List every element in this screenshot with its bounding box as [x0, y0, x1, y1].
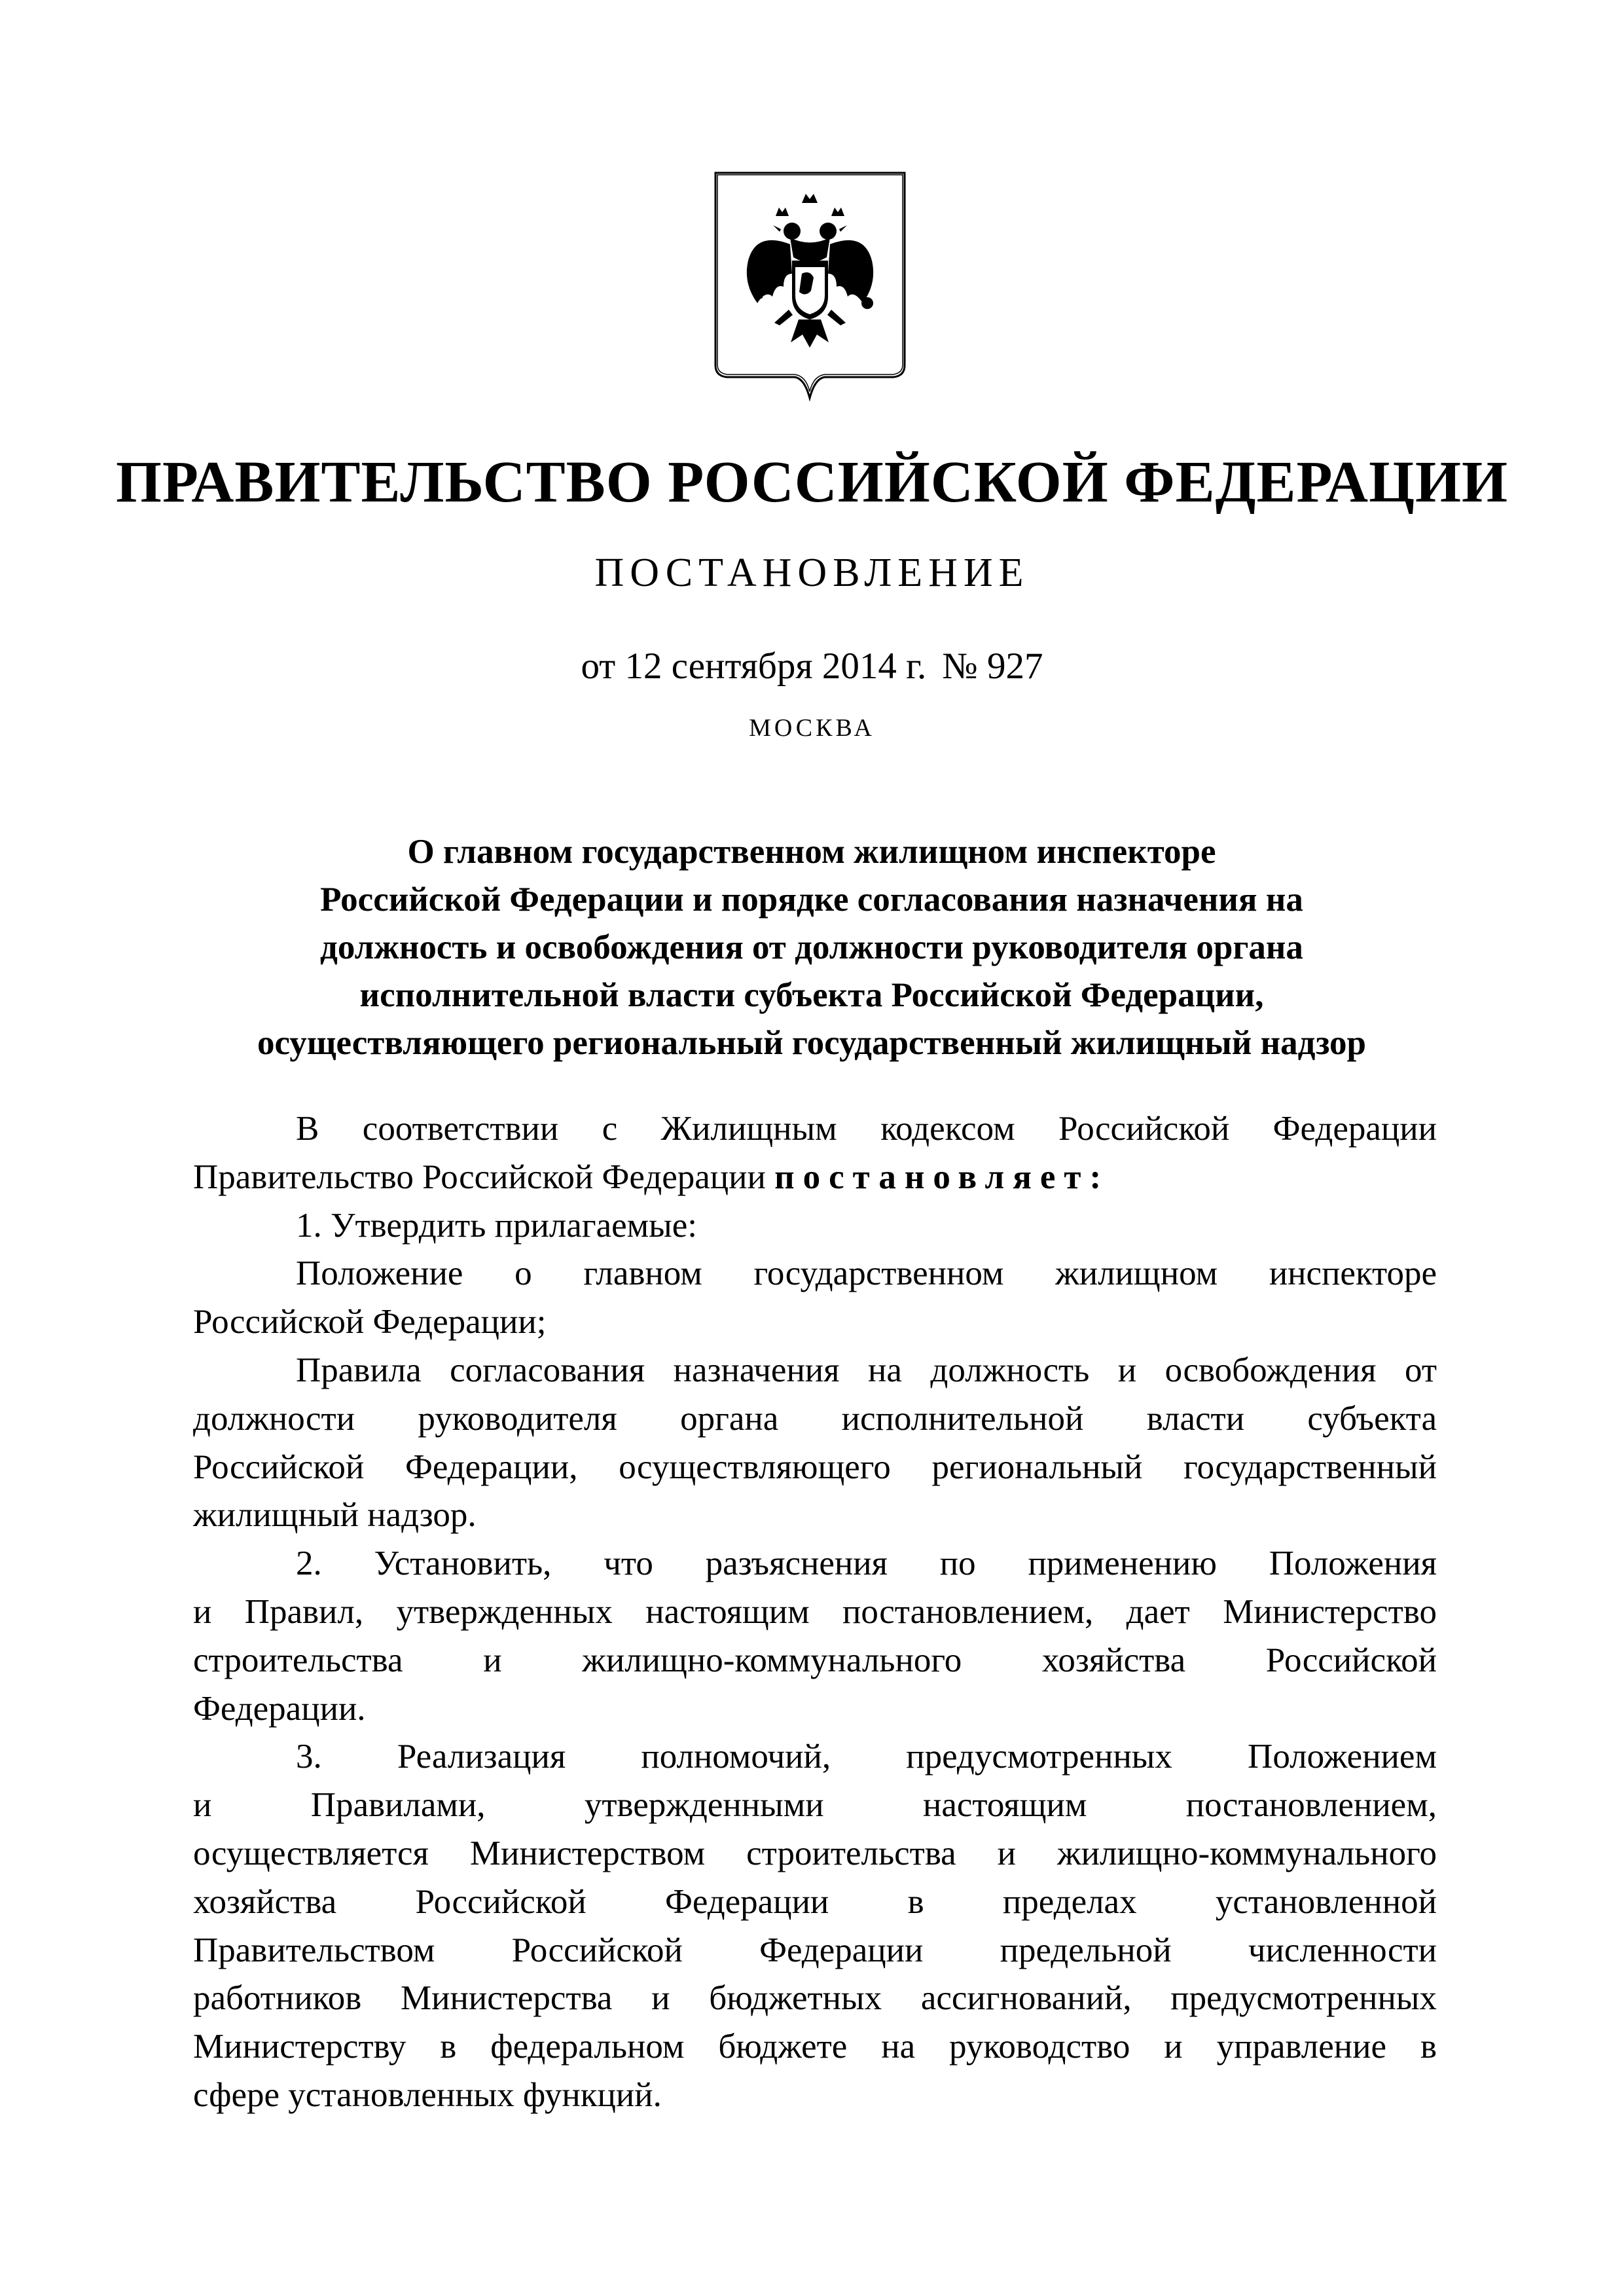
paragraph-line: Российской Федерации; — [193, 1303, 547, 1341]
document-subject — [190, 828, 1434, 1067]
date-line — [0, 645, 1624, 687]
subject-line: Российской Федерации и порядке согласования назначения на — [320, 881, 1303, 919]
document-type: ПОСТАНОВЛЕНИЕ — [594, 551, 1030, 595]
item-1: 1. Утвердить прилагаемые: — [296, 1206, 698, 1245]
paragraph-line: должности руководителя органа исполнительной власти субъекта — [193, 1399, 1437, 1438]
paragraph-line: и Правил, утвержденных настоящим постановлением, дает Министерство — [193, 1592, 1437, 1631]
paragraph-line: Российской Федерации, осуществляющего региональный государственный — [193, 1448, 1437, 1486]
paragraph-line: хозяйства Российской Федерации в пределах установленной — [193, 1882, 1437, 1921]
government-title: ПРАВИТЕЛЬСТВО РОССИЙСКОЙ ФЕДЕРАЦИИ — [115, 450, 1509, 515]
paragraph-line: жилищный надзор. — [193, 1496, 477, 1535]
subject-line: О главном государственном жилищном инспекторе — [407, 833, 1216, 871]
paragraph-line: строительства и жилищно-коммунального хозяйства Российской — [193, 1641, 1437, 1679]
paragraph-line: Правила согласования назначения на должность и освобождения от — [296, 1351, 1437, 1389]
paragraph-line: Федерации. — [193, 1689, 366, 1728]
paragraph-line: сфере установленных функций. — [193, 2075, 662, 2114]
paragraph-line: осуществляется Министерством строительства и жилищно-коммунального — [193, 1834, 1437, 1872]
city: МОСКВА — [749, 714, 875, 742]
subject-line: исполнительной власти субъекта Российской Федерации, — [359, 976, 1264, 1014]
paragraph-line: и Правилами, утвержденными настоящим постановлением, — [193, 1786, 1437, 1825]
russian-coat-of-arms-emblem — [710, 169, 910, 401]
preamble-line — [193, 1154, 1437, 1202]
preamble-subject: Правительство Российской Федерации — [193, 1157, 766, 1196]
document-date: от 12 сентября 2014 г. — [581, 646, 927, 687]
paragraph-line: работников Министерства и бюджетных ассигнований, предусмотренных — [193, 1979, 1437, 2018]
resolution-verb: постановляет: — [774, 1157, 1110, 1196]
paragraph-line: Правительством Российской Федерации предельной численности — [193, 1931, 1437, 1969]
item-2: 2. Установить, что разъяснения по применению Положения — [296, 1544, 1437, 1583]
paragraph-line: Положение о главном государственном жилищном инспекторе — [296, 1254, 1437, 1293]
subject-line: осуществляющего региональный государственный жилищный надзор — [257, 1024, 1367, 1062]
subject-line: должность и освобождения от должности руководителя органа — [320, 928, 1303, 966]
paragraph-line: Министерству в федеральном бюджете на руководство и управление в — [193, 2028, 1437, 2066]
document-number: № 927 — [942, 646, 1043, 687]
item-3: 3. Реализация полномочий, предусмотренных Положением — [296, 1738, 1437, 1776]
document-body — [193, 1105, 1437, 2120]
preamble-line: В соответствии с Жилищным кодексом Российской Федерации — [296, 1110, 1437, 1148]
